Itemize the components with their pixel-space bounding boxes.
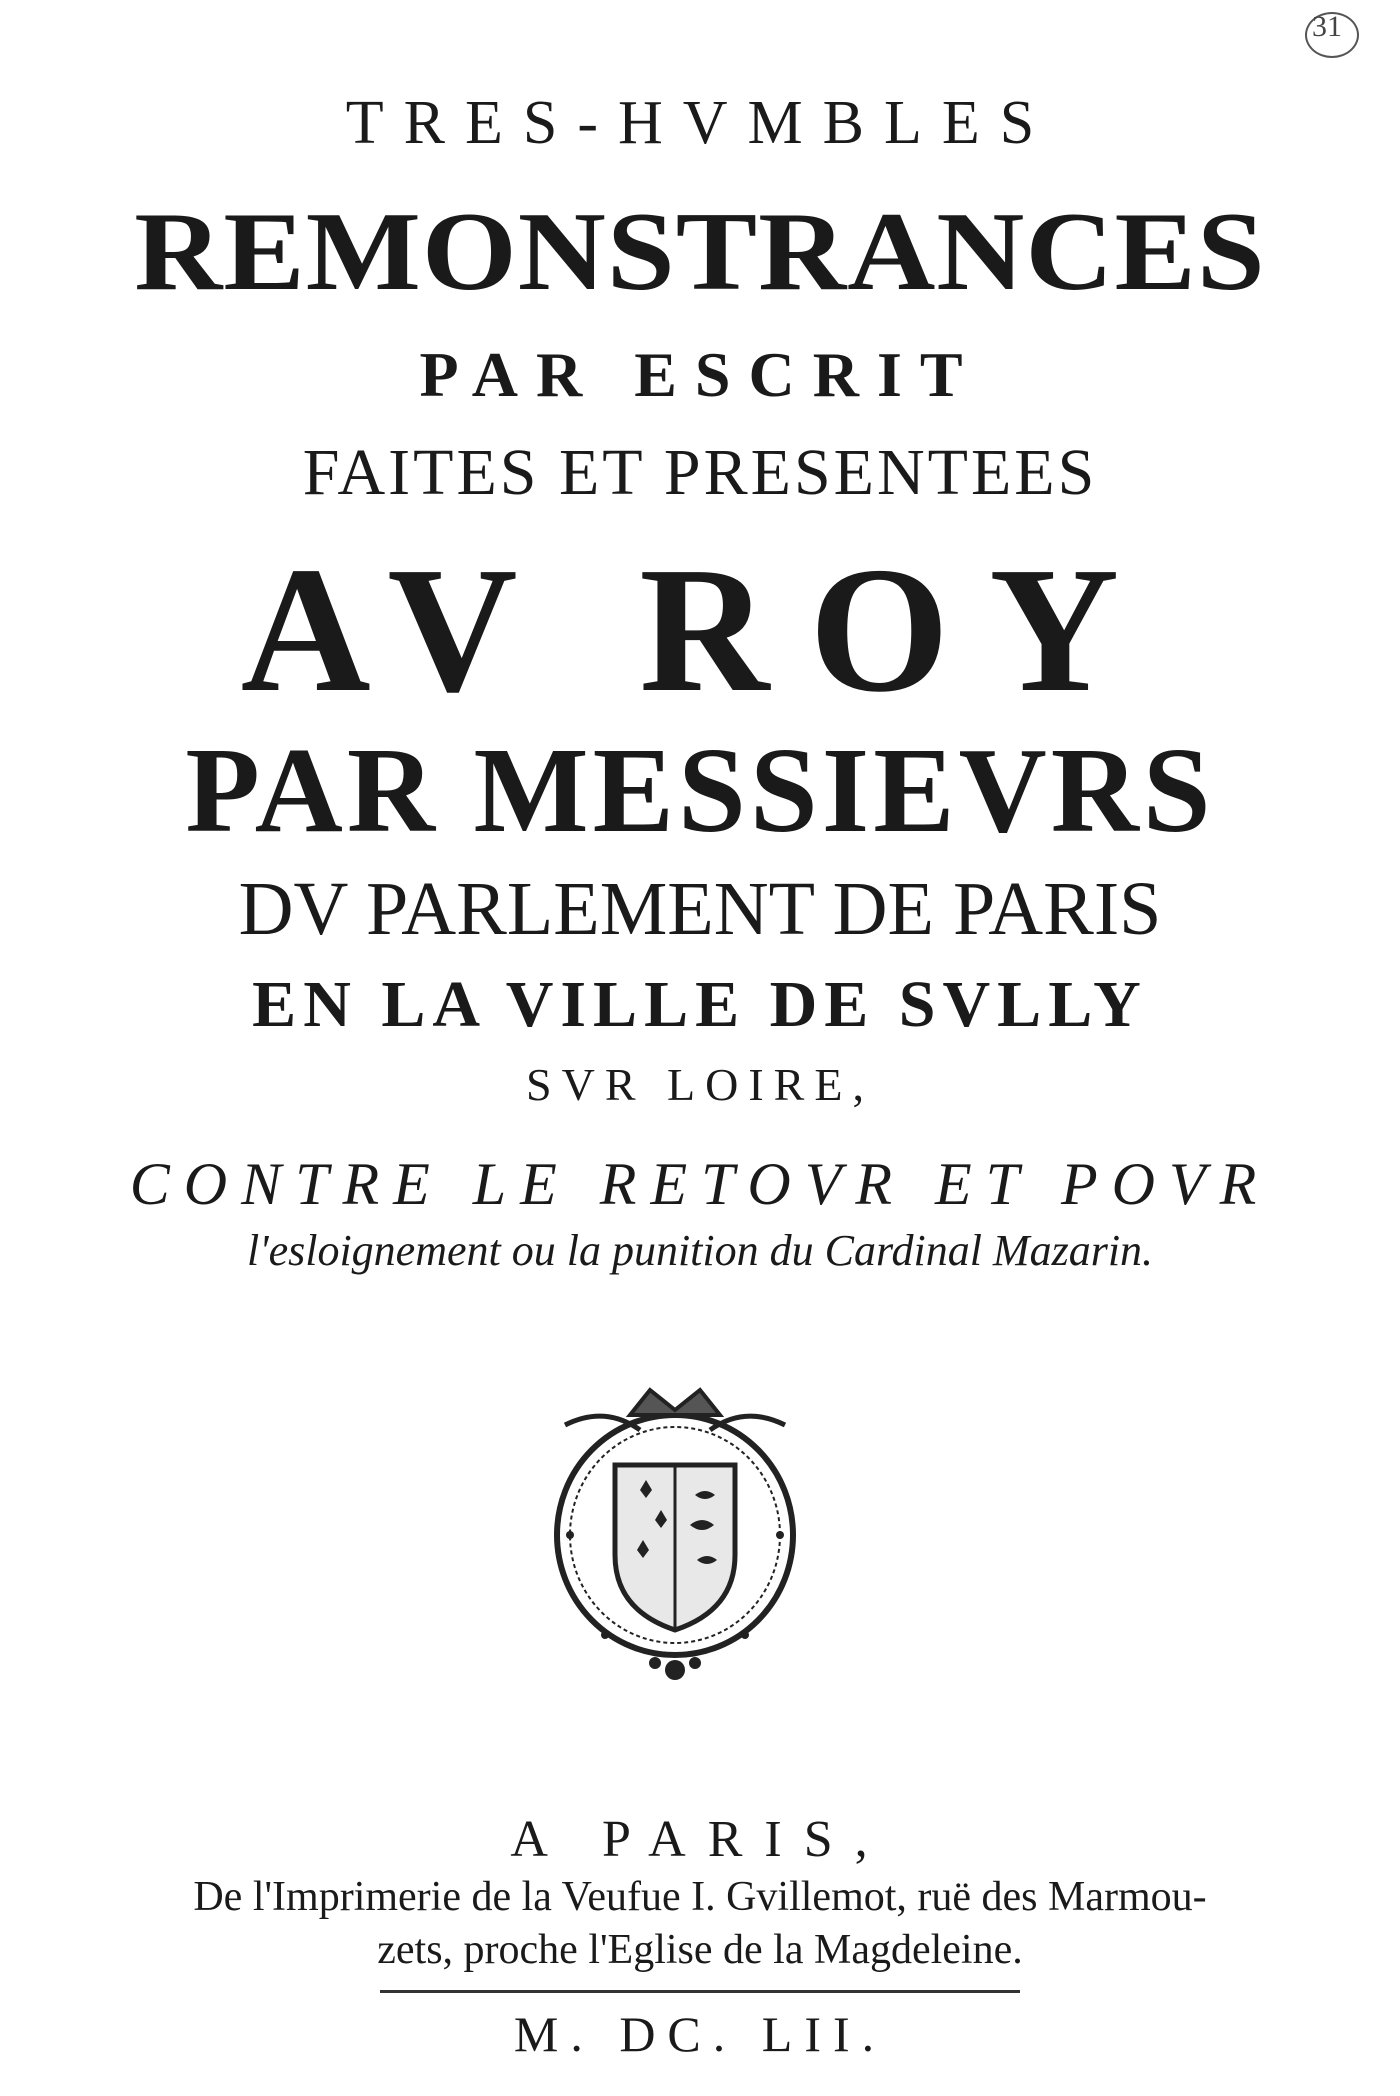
title-line-du-parlement: DV PARLEMENT DE PARIS xyxy=(238,867,1162,951)
imprint-printer-line2: zets, proche l'Eglise de la Magdeleine. xyxy=(377,1927,1023,1973)
title-line-sur-loire: SVR LOIRE, xyxy=(526,1059,874,1110)
title-line-faites-et-presentees: FAITES ET PRESENTEES xyxy=(302,436,1098,509)
title-line-treshumbles: TRES-HVMBLES xyxy=(345,89,1055,157)
title-line-au-roy: AV ROY xyxy=(240,530,1160,729)
imprint-place: A PARIS, xyxy=(510,1811,890,1868)
royal-coat-of-arms-icon xyxy=(545,1385,805,1695)
imprint-printer-line1: De l'Imprimerie de la Veufue I. Gvillemot, ruë des Marmou- xyxy=(193,1874,1207,1920)
subtitle-line-mazarin: l'esloignement ou la punition du Cardinal Mazarin. xyxy=(246,1226,1154,1275)
imprint-date: M. DC. LII. xyxy=(513,2006,887,2062)
title-line-par-messieurs: PAR MESSIEVRS xyxy=(185,723,1215,858)
title-line-ville-de-sully: EN LA VILLE DE SVLLY xyxy=(252,968,1148,1041)
title-line-par-escrit: PAR ESCRIT xyxy=(419,339,981,410)
imprint-rule xyxy=(380,1990,1020,1993)
catalog-number: 31 xyxy=(1312,10,1342,43)
title-line-remonstrances: REMONSTRANCES xyxy=(134,189,1266,314)
subtitle-line-contre: CONTRE LE RETOVR ET POVR xyxy=(129,1151,1271,1217)
